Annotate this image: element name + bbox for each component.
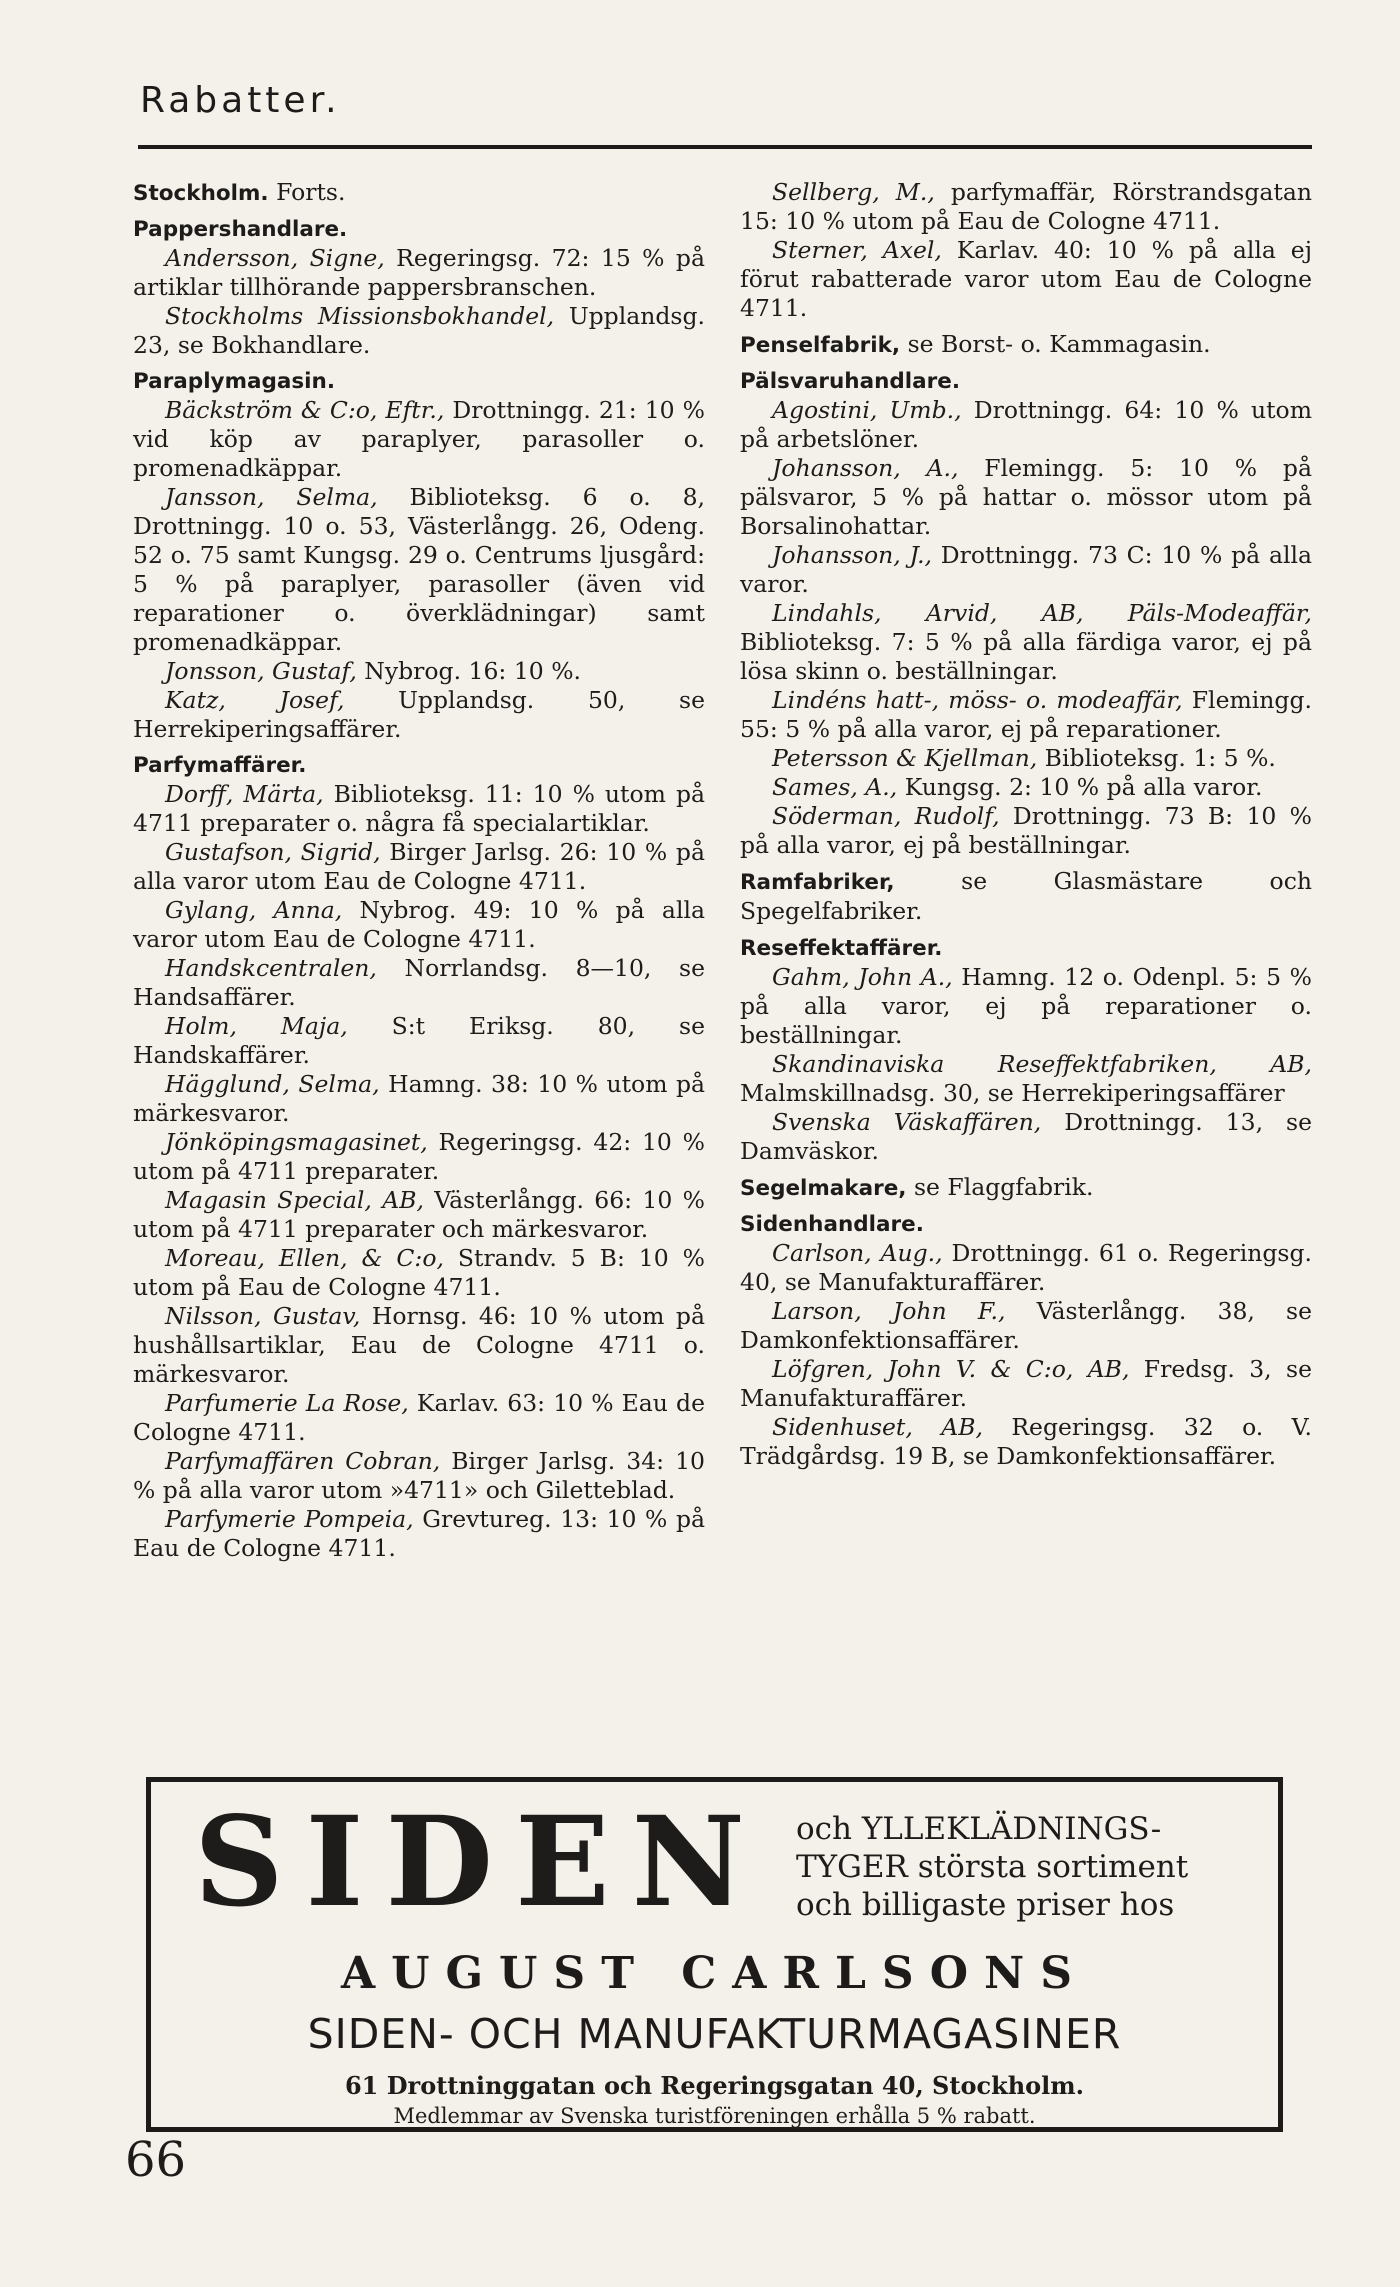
listing-text: Drottningg. 73 C: 10 % på alla varor. xyxy=(740,541,1312,598)
listing-text: Grevtureg. 13: 10 % på Eau de Cologne 4711. xyxy=(133,1505,706,1562)
listing-entry xyxy=(133,1070,705,1128)
listing-name: Hägglund, Selma, xyxy=(165,1070,380,1098)
listing-text: Drottningg. 64: 10 % utom på arbetslöner. xyxy=(740,396,1312,453)
listing-entry xyxy=(133,1447,705,1505)
listing-text: S:t Eriksg. 80, se Handskaffärer. xyxy=(133,1012,705,1069)
cross-reference: se Borst- o. Kammagasin. xyxy=(900,330,1211,358)
listing-entry xyxy=(133,896,705,954)
listing-name: Parfymaffären Cobran, xyxy=(165,1447,441,1475)
listing-entry xyxy=(740,802,1312,860)
listing-entry xyxy=(740,773,1312,802)
listing-name: Holm, Maja, xyxy=(165,1012,348,1040)
listing-entry xyxy=(740,1297,1312,1355)
listing-entry xyxy=(740,1050,1312,1108)
listing-text: Västerlångg. 66: 10 % utom på 4711 preparater och märkesvaror. xyxy=(133,1186,705,1243)
listing-entry xyxy=(133,396,705,483)
ad-tagline-line: och billigaste priser hos xyxy=(796,1887,1175,1923)
listing-text: Regeringsg. 72: 15 % på artiklar tillhörande pappersbranschen. xyxy=(133,244,705,301)
listing-text: Kungsg. 2: 10 % på alla varor. xyxy=(897,773,1263,801)
listing-name: Petersson & Kjellman, xyxy=(772,744,1038,772)
continued-label: Forts. xyxy=(268,178,346,206)
listing-name: Lindahls, Arvid, AB, Päls-Modeaffär, xyxy=(772,599,1312,627)
ad-note: Medlemmar av Svenska turistföreningen erhålla 5 % rabatt. xyxy=(393,2104,1036,2128)
ad-company-name: AUGUST CARLSONS xyxy=(340,1948,1089,1999)
listing-entry xyxy=(740,686,1312,744)
listing-name: Andersson, Signe, xyxy=(165,244,385,272)
category-heading: Sidenhandlare. xyxy=(740,1212,924,1237)
listing-text: Hamng. 38: 10 % utom på märkesvaror. xyxy=(133,1070,706,1127)
category-heading: Pappershandlare. xyxy=(133,217,348,242)
listing-name: Larson, John F., xyxy=(772,1297,1006,1325)
listing-name: Sidenhuset, AB, xyxy=(772,1413,983,1441)
listing-name: Sellberg, M., xyxy=(772,178,935,206)
listing-name: Katz, Josef, xyxy=(165,686,345,714)
listing-entry xyxy=(740,1355,1312,1413)
listing-text: Upplandsg. 23, se Bokhandlare. xyxy=(133,302,705,359)
listing-entry xyxy=(133,1186,705,1244)
listing-text: Flemingg. 55: 5 % på alla varor, ej på reparationer. xyxy=(740,686,1312,743)
listing-entry xyxy=(133,1012,705,1070)
listing-text: Hamng. 12 o. Odenpl. 5: 5 % på alla varor, ej på reparationer o. beställningar. xyxy=(740,963,1312,1049)
listing-entry xyxy=(740,599,1312,686)
listing-entry xyxy=(133,244,705,302)
listing-text: Fredsg. 3, se Manufakturaffärer. xyxy=(740,1355,1312,1412)
category-heading xyxy=(740,330,1312,360)
listing-entry xyxy=(133,1505,705,1563)
listing-name: Parfymerie Pompeia, xyxy=(165,1505,414,1533)
listing-text: Drottningg. 73 B: 10 % på alla varor, ej på beställningar. xyxy=(740,802,1313,859)
listing-text: Regeringsg. 42: 10 % utom på 4711 preparater. xyxy=(133,1128,705,1185)
listing-name: Magasin Special, AB, xyxy=(165,1186,424,1214)
category-heading xyxy=(740,1173,1312,1203)
listing-name: Jansson, Selma, xyxy=(165,483,378,511)
category-heading: Reseffektaffärer. xyxy=(740,936,943,961)
listing-entry xyxy=(740,1413,1312,1471)
listing-name: Moreau, Ellen, & C:o, xyxy=(165,1244,444,1272)
listing-entry xyxy=(740,963,1312,1050)
listing-text: Karlav. 40: 10 % på alla ej förut rabatterade varor utom Eau de Cologne 4711. xyxy=(740,236,1312,322)
page-header: Rabatter. xyxy=(140,80,341,121)
listing-text: Strandv. 5 B: 10 % utom på Eau de Cologne 4711. xyxy=(133,1244,705,1301)
listing-name: Carlson, Aug., xyxy=(772,1239,943,1267)
listing-name: Söderman, Rudolf, xyxy=(772,802,1000,830)
listing-text: Nybrog. 16: 10 %. xyxy=(356,657,581,685)
listing-name: Skandinaviska Reseffektfabriken, AB, xyxy=(772,1050,1312,1078)
listing-entry xyxy=(133,657,705,686)
ad-tagline-line: och YLLEKLÄDNINGS- xyxy=(796,1811,1162,1847)
ad-subtitle: SIDEN- OCH MANUFAKTURMAGASINER xyxy=(307,2010,1122,2058)
listing-name: Gylang, Anna, xyxy=(165,896,343,924)
listing-name: Dorff, Märta, xyxy=(165,780,324,808)
listing-text: Regeringsg. 32 o. V. Trädgårdsg. 19 B, se Damkonfektionsaffärer. xyxy=(740,1413,1313,1470)
listing-entry xyxy=(133,1389,705,1447)
right-column xyxy=(740,178,1312,1471)
cross-reference: se Flaggfabrik. xyxy=(906,1173,1094,1201)
listing-text: Drottningg. 13, se Damväskor. xyxy=(740,1108,1312,1165)
listing-name: Gustafson, Sigrid, xyxy=(165,838,381,866)
header-rule xyxy=(138,145,1312,149)
listing-name: Svenska Väskaffären, xyxy=(772,1108,1042,1136)
listing-name: Sames, A., xyxy=(772,773,898,801)
listing-text: Flemingg. 5: 10 % på pälsvaror, 5 % på hattar o. mössor utom på Borsalinohattar. xyxy=(740,454,1312,540)
listing-name: Handskcentralen, xyxy=(165,954,377,982)
listing-entry xyxy=(133,780,705,838)
listing-name: Nilsson, Gustav, xyxy=(165,1302,361,1330)
listing-text: Västerlångg. 38, se Damkonfektionsaffärer. xyxy=(740,1297,1313,1354)
left-column xyxy=(133,178,705,1563)
listing-name: Sterner, Axel, xyxy=(772,236,942,264)
listing-entry xyxy=(740,178,1312,236)
listing-entry xyxy=(740,396,1312,454)
listing-name: Jönköpingsmagasinet, xyxy=(165,1128,428,1156)
listing-entry xyxy=(133,686,705,744)
listing-name: Agostini, Umb., xyxy=(772,396,962,424)
listing-text: Malmskillnadsg. 30, se Herrekiperingsaffärer xyxy=(740,1079,1285,1107)
listing-entry xyxy=(740,1239,1312,1297)
category-heading xyxy=(740,867,1312,927)
category-title: Penselfabrik, xyxy=(740,333,901,358)
listing-text: Biblioteksg. 1: 5 %. xyxy=(1037,744,1276,772)
listing-entry xyxy=(133,954,705,1012)
ad-brand-word: SIDEN xyxy=(194,1790,767,1935)
ad-tagline-line: TYGER största sortiment xyxy=(796,1849,1189,1885)
listing-text: Upplandsg. 50, se Herrekiperingsaffärer. xyxy=(133,686,705,743)
listing-text: Drottningg. 61 o. Regeringsg. 40, se Manufakturaffärer. xyxy=(740,1239,1312,1296)
listing-text: Karlav. 63: 10 % Eau de Cologne 4711. xyxy=(133,1389,705,1446)
listing-text: Biblioteksg. 6 o. 8, Drottningg. 10 o. 53, Västerlångg. 26, Odeng. 52 o. 75 samt Kungsg. 29 o. Centrums ljusgård: 5 % på paraplyer, parasoller (även vid reparationer o. överklädningar) samt promenadkäppar. xyxy=(133,483,705,656)
category-title: Segelmakare, xyxy=(740,1176,907,1201)
city-name: Stockholm. xyxy=(133,181,269,206)
listing-name: Jonsson, Gustaf, xyxy=(165,657,357,685)
category-heading: Pälsvaruhandlare. xyxy=(740,369,961,394)
listing-name: Johansson, J., xyxy=(772,541,933,569)
category-title: Ramfabriker, xyxy=(740,870,895,895)
listing-name: Stockholms Missionsbokhandel, xyxy=(165,302,555,330)
listing-text: parfymaffär, Rörstrandsgatan 15: 10 % utom på Eau de Cologne 4711. xyxy=(740,178,1312,235)
listing-text: Hornsg. 46: 10 % utom på hushållsartiklar, Eau de Cologne 4711 o. märkesvaror. xyxy=(133,1302,705,1388)
listing-text: Nybrog. 49: 10 % på alla varor utom Eau de Cologne 4711. xyxy=(133,896,705,953)
listing-name: Johansson, A., xyxy=(772,454,959,482)
listing-entry xyxy=(740,236,1312,323)
listing-name: Lindéns hatt-, möss- o. modeaffär, xyxy=(772,686,1183,714)
listing-entry xyxy=(740,744,1312,773)
listing-name: Löfgren, John V. & C:o, AB, xyxy=(772,1355,1130,1383)
ad-address: 61 Drottninggatan och Regeringsgatan 40, Stockholm. xyxy=(344,2071,1085,2100)
category-heading: Paraplymagasin. xyxy=(133,369,336,394)
listing-text: Drottningg. 21: 10 % vid köp av paraplyer, parasoller o. promenadkäppar. xyxy=(133,396,705,482)
ad-tagline xyxy=(796,1810,1266,1924)
city-heading xyxy=(133,178,705,208)
listing-entry xyxy=(740,541,1312,599)
listing-entry xyxy=(133,1302,705,1389)
listing-text: Biblioteksg. 7: 5 % på alla färdiga varor, ej på lösa skinn o. beställningar. xyxy=(740,628,1312,685)
listing-text: Birger Jarlsg. 34: 10 % på alla varor utom »4711» och Giletteblad. xyxy=(133,1447,705,1504)
category-heading: Parfymaffärer. xyxy=(133,753,307,778)
advertisement-box xyxy=(146,1777,1283,2132)
listing-entry xyxy=(133,1128,705,1186)
listing-name: Bäckström & C:o, Eftr., xyxy=(165,396,445,424)
listing-text: Birger Jarlsg. 26: 10 % på alla varor utom Eau de Cologne 4711. xyxy=(133,838,705,895)
cross-reference: se Glasmästare och Spegelfabriker. xyxy=(740,867,1312,925)
listing-entry xyxy=(740,454,1312,541)
listing-text: Biblioteksg. 11: 10 % utom på 4711 preparater o. några få specialartiklar. xyxy=(133,780,705,837)
listing-name: Gahm, John A., xyxy=(772,963,953,991)
listing-entry xyxy=(133,1244,705,1302)
listing-entry xyxy=(133,483,705,657)
page-number: 66 xyxy=(125,2132,187,2188)
listing-entry xyxy=(740,1108,1312,1166)
listing-text: Norrlandsg. 8—10, se Handsaffärer. xyxy=(133,954,705,1011)
listing-entry xyxy=(133,838,705,896)
listing-entry xyxy=(133,302,705,360)
listing-name: Parfumerie La Rose, xyxy=(165,1389,409,1417)
